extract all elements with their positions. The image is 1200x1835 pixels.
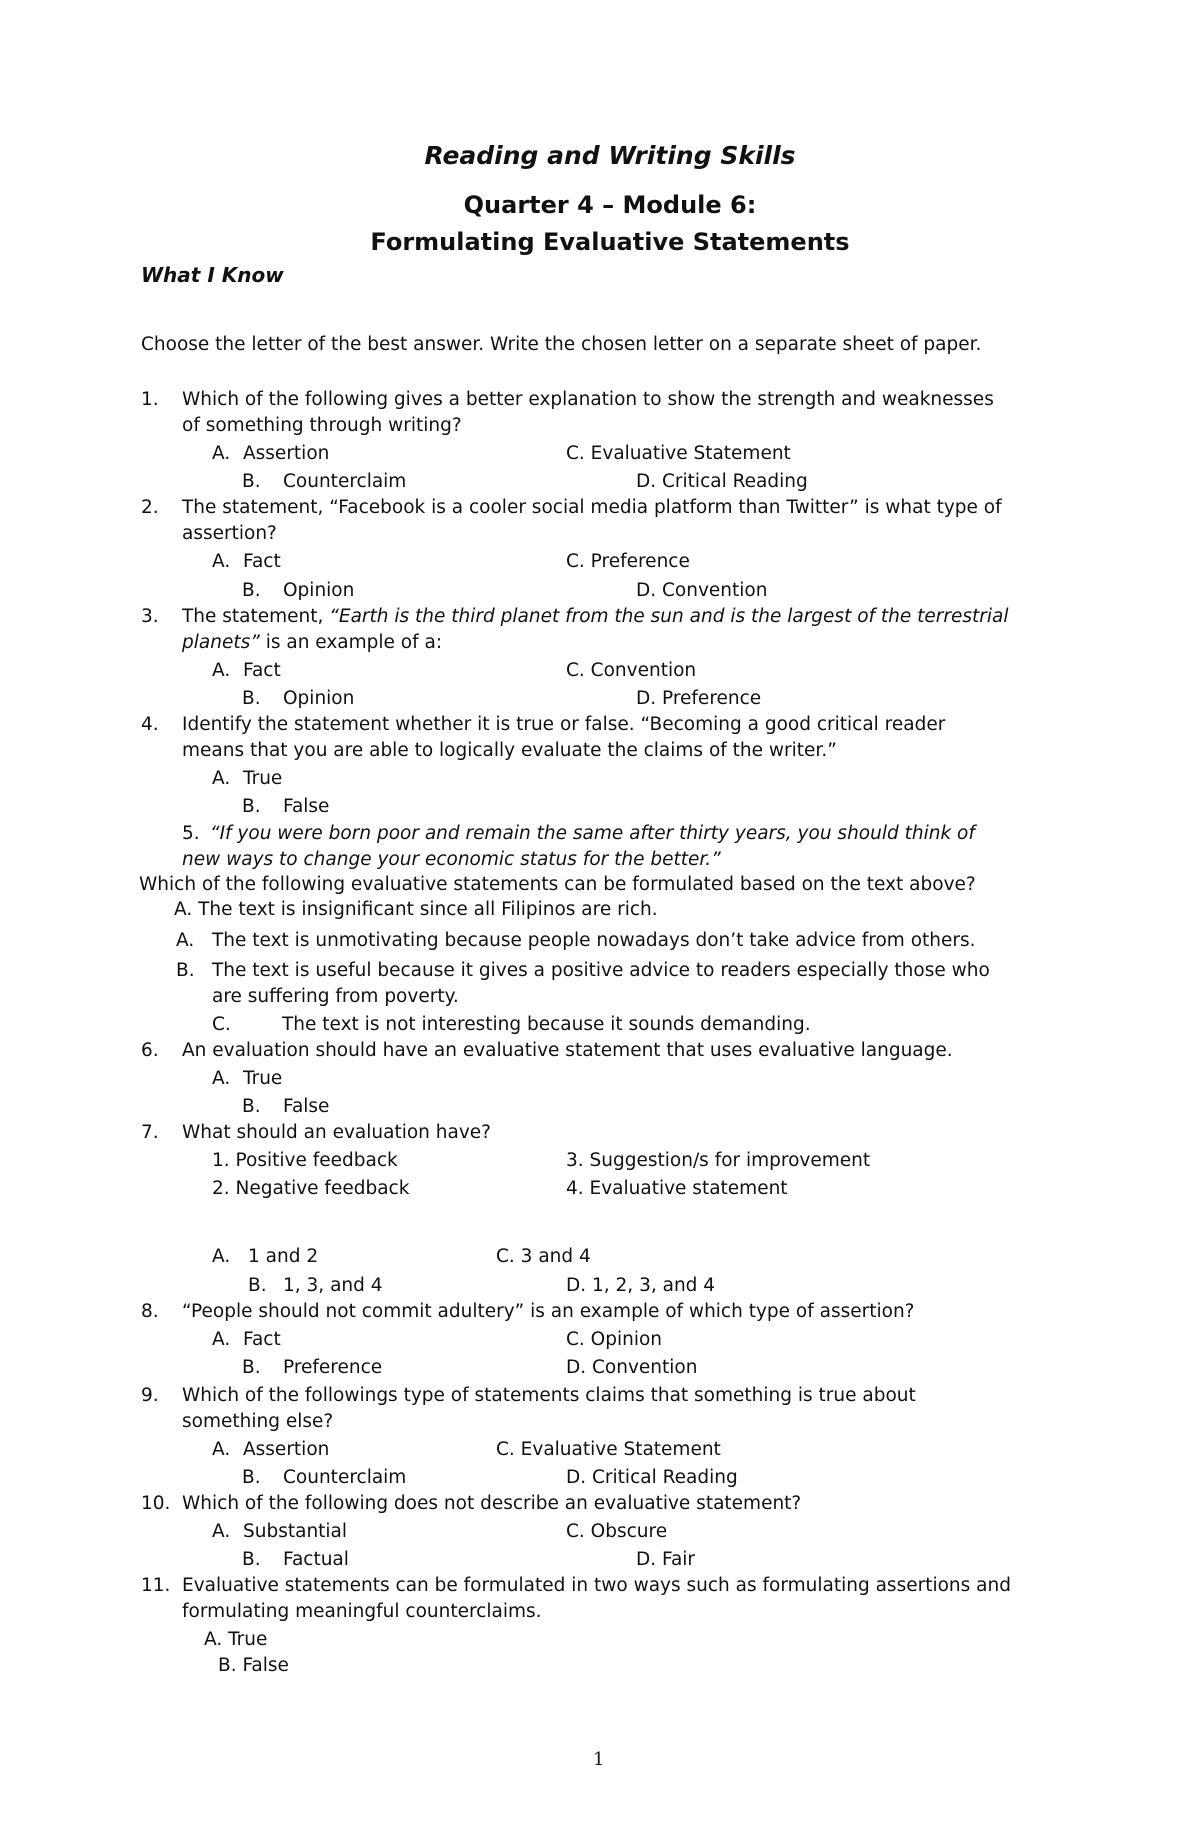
option-text: Fact (243, 660, 281, 681)
option-letter: A. (212, 660, 231, 681)
question-text: means that you are able to logically evaluate the claims of the writer.” (182, 740, 837, 761)
document-title: Reading and Writing Skills (424, 141, 796, 170)
topic-title: Formulating Evaluative Statements (370, 228, 850, 256)
option-letter: B. (242, 471, 261, 492)
option-letter: B. (242, 1357, 261, 1378)
option-letter: A. (212, 768, 231, 789)
option-text: D. Critical Reading (566, 1467, 738, 1488)
option-text: 1 and 2 (248, 1246, 319, 1267)
option-text: Counterclaim (283, 1467, 407, 1488)
option-text: Substantial (243, 1521, 348, 1542)
option-text: C. Obscure (566, 1521, 668, 1542)
option-text: C. Opinion (566, 1329, 663, 1350)
option-text: C. 3 and 4 (496, 1246, 591, 1267)
question-text-plain: is an example of a: (259, 632, 443, 653)
section-heading: What I Know (141, 263, 284, 287)
option-text: C. Preference (566, 551, 690, 572)
question-number: 2. (141, 497, 159, 518)
option-text: Opinion (283, 688, 355, 709)
option-text: False (283, 796, 330, 817)
option-letter: A. (176, 930, 195, 951)
option-text: A. True (204, 1629, 268, 1650)
option-text: are suffering from poverty. (212, 986, 459, 1007)
question-number: 10. (141, 1493, 171, 1514)
option-letter: B. (248, 1275, 267, 1296)
question-text: Which of the following does not describe an evaluative statement? (182, 1493, 802, 1514)
list-item: 4. Evaluative statement (566, 1178, 788, 1199)
option-letter: A. (212, 551, 231, 572)
question-text: “People should not commit adultery” is an example of which type of assertion? (182, 1301, 915, 1322)
option-letter: B. (242, 1096, 261, 1117)
option-text: D. Convention (566, 1357, 698, 1378)
question-text (182, 631, 442, 655)
question-text: The statement, “Facebook is a cooler social media platform than Twitter” is what type of (182, 497, 1002, 518)
question-text-quote: “Earth is the third planet from the sun and is the largest of the terrestrial (329, 606, 1009, 627)
option-text: D. 1, 2, 3, and 4 (566, 1275, 716, 1296)
option-text: False (283, 1096, 330, 1117)
option-letter: B. (176, 960, 195, 981)
question-text: What should an evaluation have? (182, 1122, 491, 1143)
question-number: 5. (182, 823, 200, 844)
option-text: A. The text is insignificant since all Filipinos are rich. (174, 899, 658, 920)
question-text: An evaluation should have an evaluative statement that uses evaluative language. (182, 1040, 953, 1061)
question-text: Which of the followings type of statements claims that something is true about (182, 1385, 916, 1406)
option-text: C. Evaluative Statement (496, 1439, 721, 1460)
option-text: D. Convention (636, 580, 768, 601)
question-quote: new ways to change your economic status for the better.” (182, 849, 721, 870)
question-text-plain: The statement, (182, 606, 330, 627)
question-text: Evaluative statements can be formulated in two ways such as formulating assertions and (182, 1575, 1011, 1596)
option-letter: A. (212, 1521, 231, 1542)
question-number: 9. (141, 1385, 159, 1406)
option-text: The text is unmotivating because people nowadays don’t take advice from others. (212, 930, 976, 951)
question-text: formulating meaningful counterclaims. (182, 1601, 542, 1622)
option-text: The text is useful because it gives a positive advice to readers especially those who (212, 960, 990, 981)
option-letter: A. (212, 1329, 231, 1350)
question-text: assertion? (182, 523, 277, 544)
list-item: 1. Positive feedback (212, 1150, 398, 1171)
question-quote: “If you were born poor and remain the same after thirty years, you should think of (210, 823, 975, 844)
option-text: Preference (283, 1357, 383, 1378)
option-letter: A. (212, 1439, 231, 1460)
option-letter: A. (212, 1068, 231, 1089)
list-item: 3. Suggestion/s for improvement (566, 1150, 871, 1171)
question-text: something else? (182, 1411, 334, 1432)
page-number: 1 (593, 1749, 605, 1770)
option-text: D. Fair (636, 1549, 696, 1570)
option-text: D. Preference (636, 688, 762, 709)
question-number: 1. (141, 389, 159, 410)
option-text: True (243, 1068, 283, 1089)
option-text: C. Evaluative Statement (566, 443, 791, 464)
option-text: D. Critical Reading (636, 471, 808, 492)
question-text (182, 605, 1009, 629)
option-text: Fact (243, 1329, 281, 1350)
question-number: 6. (141, 1040, 159, 1061)
option-text: True (243, 768, 283, 789)
option-text: Fact (243, 551, 281, 572)
question-text: Identify the statement whether it is true or false. “Becoming a good critical reader (182, 714, 946, 735)
instructions: Choose the letter of the best answer. Write the chosen letter on a separate sheet of paper. (141, 334, 982, 355)
question-number: 7. (141, 1122, 159, 1143)
option-letter: B. (242, 688, 261, 709)
option-text: Assertion (243, 443, 330, 464)
option-text: Counterclaim (283, 471, 407, 492)
option-text: 1, 3, and 4 (283, 1275, 383, 1296)
question-number: 3. (141, 606, 159, 627)
list-item: 2. Negative feedback (212, 1178, 410, 1199)
option-text: The text is not interesting because it sounds demanding. (282, 1014, 811, 1035)
option-letter: B. (242, 796, 261, 817)
option-letter: A. (212, 443, 231, 464)
question-text: Which of the following evaluative statements can be formulated based on the text above? (139, 874, 976, 895)
option-text: B. False (218, 1655, 289, 1676)
question-text: of something through writing? (182, 415, 462, 436)
question-number: 11. (141, 1575, 171, 1596)
option-letter: B. (242, 1467, 261, 1488)
option-text: C. Convention (566, 660, 697, 681)
question-text: Which of the following gives a better explanation to show the strength and weaknesses (182, 389, 994, 410)
option-text: Opinion (283, 580, 355, 601)
option-text: Factual (283, 1549, 349, 1570)
option-text: Assertion (243, 1439, 330, 1460)
option-letter: B. (242, 1549, 261, 1570)
question-number: 8. (141, 1301, 159, 1322)
option-letter: B. (242, 580, 261, 601)
option-letter: C. (212, 1014, 231, 1035)
option-letter: A. (212, 1246, 231, 1267)
question-number: 4. (141, 714, 159, 735)
question-text-quote: planets” (182, 632, 260, 653)
module-title: Quarter 4 – Module 6: (463, 191, 757, 219)
